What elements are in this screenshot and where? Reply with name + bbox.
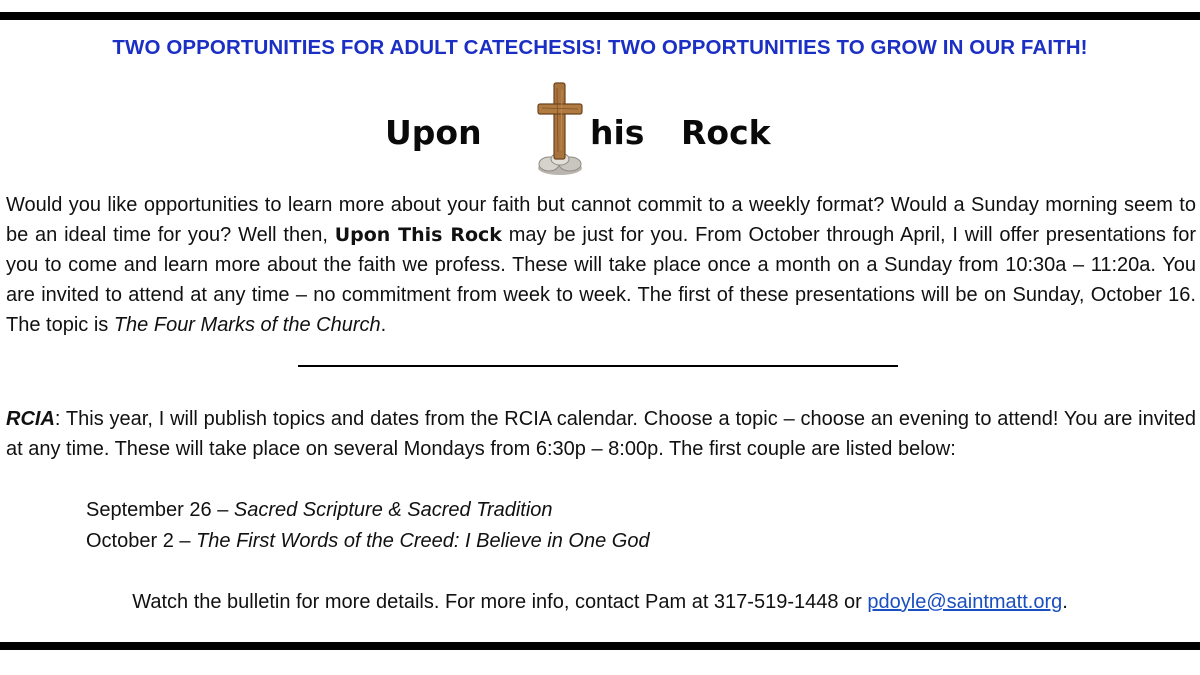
session-date: October 2 – bbox=[86, 530, 197, 552]
intro-text: Would you like opportunities to learn more about your faith but cannot commit to a weekly format? Would a Sunday morning seem to be an ideal time for you? Well then, bbox=[6, 194, 1196, 246]
paragraph-end: . bbox=[380, 314, 387, 336]
title-word-rock: Rock bbox=[681, 113, 771, 152]
rcia-paragraph bbox=[6, 404, 1196, 464]
title-word-his: his bbox=[590, 113, 645, 152]
rcia-session bbox=[86, 526, 650, 556]
top-border-rule bbox=[0, 12, 1200, 20]
wooden-cross-on-rocks-icon bbox=[532, 80, 588, 176]
section-divider bbox=[298, 365, 898, 367]
contact-footer bbox=[0, 587, 1200, 617]
email-link[interactable]: pdoyle@saintmatt.org bbox=[867, 591, 1063, 613]
footer-text: Watch the bulletin for more details. For more info, contact Pam at 317-519-1448 or bbox=[132, 591, 868, 613]
rcia-label: RCIA bbox=[6, 408, 55, 430]
rcia-text: : This year, I will publish topics and dates from the RCIA calendar. Choose a topic – choose an evening to attend! You are invited at any time. These will take place on several Mondays from 6:30p – 8:00p. The first couple are listed below: bbox=[6, 408, 1196, 460]
program-name: Upon This Rock bbox=[334, 224, 502, 246]
rcia-session bbox=[86, 495, 553, 525]
session-topic: The First Words of the Creed: I Believe in One God bbox=[196, 530, 650, 552]
first-topic: The Four Marks of the Church bbox=[113, 314, 381, 336]
details-text: may be just for you. From October through April, I will offer presentations for you to come and learn more about the faith we profess. These will take place once a month on a Sunday from 10:30a – 11:20a. You are invited to attend at any time – no commitment from week to week. The first of these presentations will be on Sunday, October 16. The topic is bbox=[6, 224, 1197, 336]
program-title bbox=[0, 80, 1200, 180]
bottom-border-rule bbox=[0, 642, 1200, 650]
upon-this-rock-paragraph bbox=[6, 190, 1196, 340]
session-topic: Sacred Scripture & Sacred Tradition bbox=[233, 499, 553, 521]
title-word-upon: Upon bbox=[385, 113, 482, 152]
footer-end: . bbox=[1062, 591, 1068, 613]
headline: TWO OPPORTUNITIES FOR ADULT CATECHESIS! TWO OPPORTUNITIES TO GROW IN OUR FAITH! bbox=[112, 36, 1088, 59]
session-date: September 26 – bbox=[86, 499, 234, 521]
